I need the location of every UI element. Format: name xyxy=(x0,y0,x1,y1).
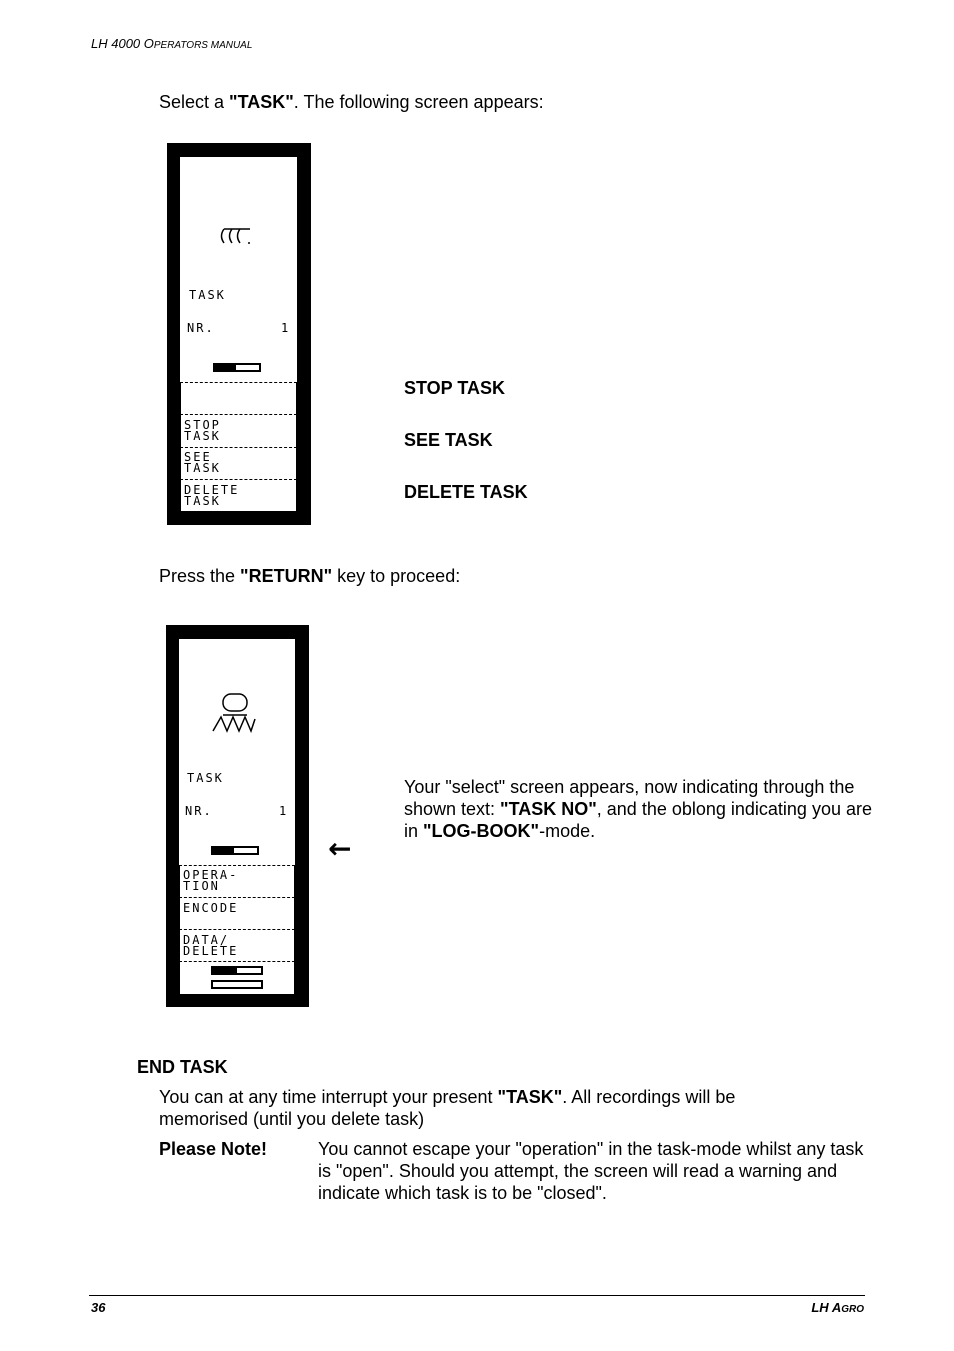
note-label xyxy=(159,1138,267,1160)
menu-line: SEE xyxy=(184,450,212,464)
desc-bold: "LOG-BOOK" xyxy=(423,821,540,841)
footer-rule xyxy=(89,1295,865,1296)
heading-text: END TASK xyxy=(137,1057,228,1077)
intro1-bold: "TASK" xyxy=(229,92,294,112)
menu-line: TION xyxy=(183,879,220,893)
end-task-paragraph xyxy=(159,1086,799,1130)
note-text: You cannot escape your "operation" in the task-mode whilst any task is "open". Should you attempt, the screen will read a warning and indicate which task is to be "closed". xyxy=(318,1139,864,1203)
menu-line: STOP xyxy=(184,418,221,432)
lcd-menu-encode[interactable] xyxy=(183,903,238,914)
divider xyxy=(180,447,297,448)
menu-line: TASK xyxy=(184,461,221,475)
lcd-screen-task-menu xyxy=(167,143,311,525)
footer-brand-small: GRO xyxy=(841,1304,864,1315)
intro1-text: Select a xyxy=(159,92,230,112)
mode-oblong-fill xyxy=(213,848,234,853)
lcd-menu-data-delete[interactable] xyxy=(183,935,238,957)
label-see-task xyxy=(404,429,493,451)
divider xyxy=(180,479,297,480)
menu-line: ENCODE xyxy=(183,901,239,915)
divider xyxy=(179,865,295,866)
label-delete-task-text: DELETE TASK xyxy=(404,482,528,502)
header-title-small: PERATORS MANUAL xyxy=(153,40,253,51)
logbook-mode-oblong xyxy=(211,846,259,855)
divider xyxy=(179,961,295,962)
intro-press-return xyxy=(159,565,460,587)
intro2-bold: "RETURN" xyxy=(240,566,333,586)
lcd-display xyxy=(179,639,295,994)
lcd-nr-label: NR. xyxy=(187,321,215,335)
divider xyxy=(180,382,297,383)
arrow-left-icon: ← xyxy=(328,832,352,865)
intro2-text: Press the xyxy=(159,566,241,586)
lcd-screen-logbook xyxy=(166,625,309,1007)
label-stop-task xyxy=(404,377,505,399)
sprayer-icon xyxy=(211,691,259,735)
menu-line: TASK xyxy=(184,429,221,443)
running-header xyxy=(91,36,252,51)
divider xyxy=(180,414,297,415)
label-delete-task xyxy=(404,481,528,503)
lcd-nr-value: 1 xyxy=(281,321,289,335)
task-symbol-icon xyxy=(216,225,256,249)
label-stop-task-text: STOP TASK xyxy=(404,378,506,398)
lcd-menu-operation[interactable] xyxy=(183,870,238,892)
desc-text: Your "select" screen appears, now indicating through the shown text: xyxy=(404,777,855,819)
lcd-task-label: TASK xyxy=(187,771,224,785)
section-heading-end-task xyxy=(137,1056,228,1078)
menu-line: DELETE xyxy=(184,483,240,497)
logbook-description xyxy=(404,776,874,842)
desc-text: , and the oblong indicating you are in xyxy=(404,799,872,841)
divider xyxy=(179,929,295,930)
footer-brand xyxy=(811,1300,864,1315)
desc-text: -mode. xyxy=(539,821,596,841)
menu-line: DATA/ xyxy=(183,933,230,947)
menu-line: DELETE xyxy=(183,944,239,958)
intro1-text-end: . The following screen appears: xyxy=(293,92,544,112)
lcd-menu-delete-task[interactable] xyxy=(184,485,239,507)
para-text: You can at any time interrupt your present xyxy=(159,1087,498,1107)
lcd-menu-see-task[interactable] xyxy=(184,452,221,474)
header-title-prefix: LH 4000 O xyxy=(91,36,154,51)
intro-select-task xyxy=(159,91,544,113)
para-text: . All recordings will be memorised (until you delete task) xyxy=(159,1087,736,1129)
bottom-oblong-filled xyxy=(211,966,263,975)
mode-oblong xyxy=(213,363,261,372)
divider xyxy=(179,897,295,898)
lcd-nr-label: NR. xyxy=(185,804,213,818)
page-number: 36 xyxy=(91,1300,106,1315)
intro2-text-end: key to proceed: xyxy=(332,566,461,586)
lcd-menu-stop-task[interactable] xyxy=(184,420,221,442)
footer-brand-prefix: LH A xyxy=(811,1300,842,1315)
mode-oblong-fill xyxy=(215,365,236,370)
menu-line: OPERA- xyxy=(183,868,239,882)
para-bold: "TASK" xyxy=(497,1087,563,1107)
bottom-oblong-empty xyxy=(211,980,263,989)
menu-line: TASK xyxy=(184,494,221,508)
oblong-fill xyxy=(213,968,237,973)
lcd-nr-value: 1 xyxy=(279,804,287,818)
desc-bold: "TASK NO" xyxy=(500,799,597,819)
note-label-text: Please Note! xyxy=(159,1139,268,1159)
lcd-task-label: TASK xyxy=(189,288,226,302)
lcd-display xyxy=(180,157,297,511)
label-see-task-text: SEE TASK xyxy=(404,430,493,450)
